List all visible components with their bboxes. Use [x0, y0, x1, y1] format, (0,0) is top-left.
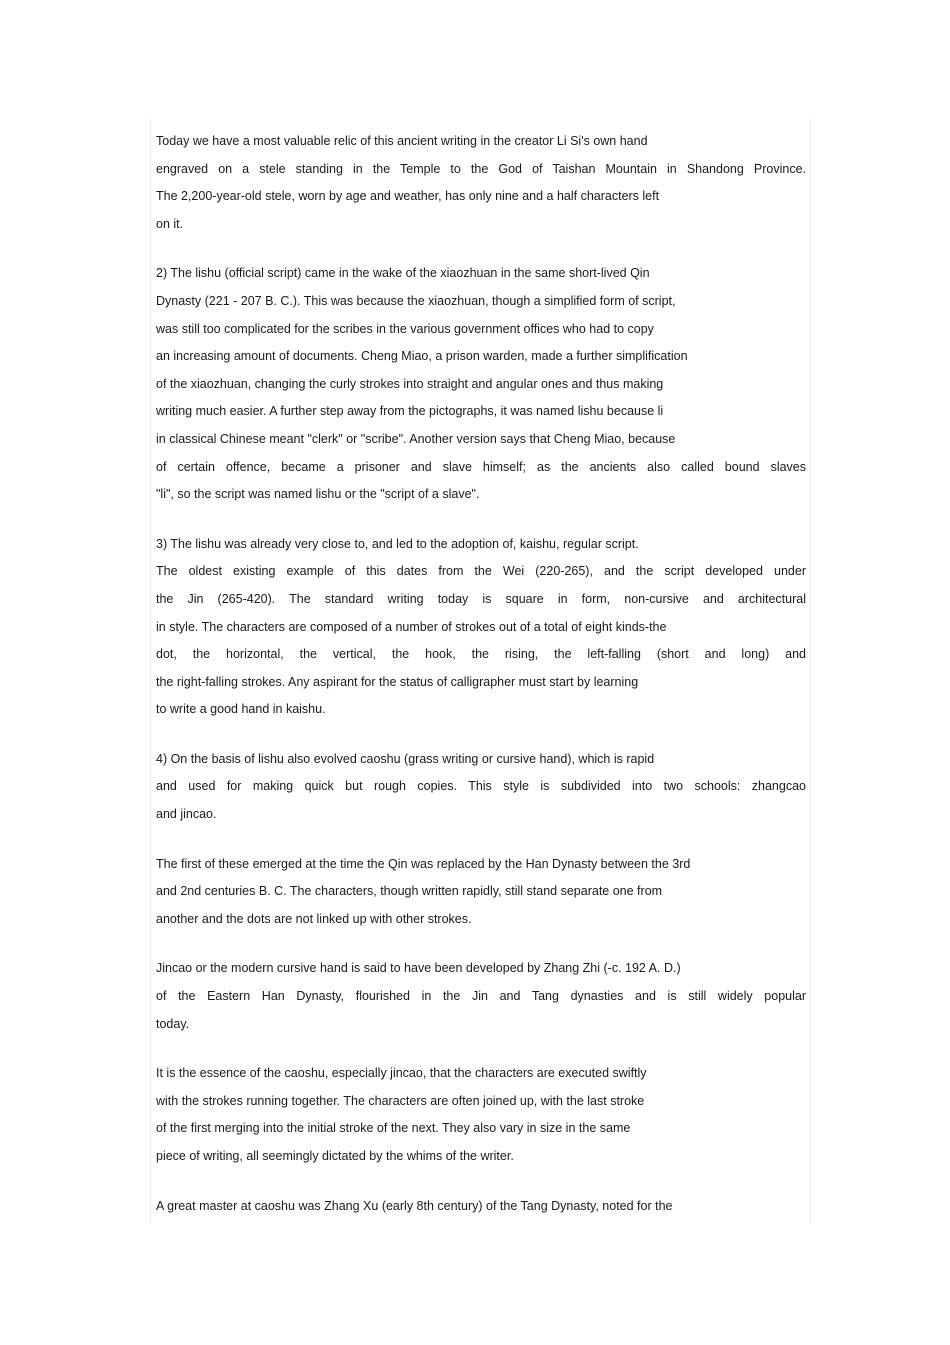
- paragraph: [156, 128, 806, 238]
- text-line: 3) The lishu was already very close to, and led to the adoption of, kaishu, regular script.: [156, 536, 639, 551]
- page-border-left: [150, 118, 151, 1223]
- text-line: The first of these emerged at the time the Qin was replaced by the Han Dynasty between the 3rd: [156, 856, 691, 871]
- text-line: the right-falling strokes. Any aspirant for the status of calligrapher must start by learning: [156, 674, 639, 689]
- text-line: in style. The characters are composed of a number of strokes out of a total of eight kinds-the: [156, 619, 667, 634]
- paragraph: [156, 746, 806, 829]
- text-line: of the Eastern Han Dynasty, flourished in the Jin and Tang dynasties and is still widely popular: [156, 989, 806, 1004]
- text-line: piece of writing, all seemingly dictated by the whims of the writer.: [156, 1149, 514, 1163]
- text-line: today.: [156, 1016, 190, 1031]
- text-line: with the strokes running together. The characters are often joined up, with the last stroke: [156, 1093, 645, 1108]
- text-line: writing much easier. A further step away from the pictographs, it was named lishu because li: [156, 404, 664, 419]
- text-line: another and the dots are not linked up with other strokes.: [156, 911, 472, 926]
- text-line: Dynasty (221 - 207 B. C.). This was because the xiaozhuan, though a simplified form of script,: [156, 293, 676, 308]
- text-line: Jincao or the modern cursive hand is said to have been developed by Zhang Zhi (-c. 192 A. D.): [156, 961, 681, 976]
- paragraph: [156, 851, 806, 934]
- paragraph: [156, 531, 806, 724]
- text-line: Today we have a most valuable relic of this ancient writing in the creator Li Si's own hand: [156, 134, 648, 148]
- paragraph: [156, 1060, 806, 1170]
- text-line: The 2,200-year-old stele, worn by age and weather, has only nine and a half characters left: [156, 189, 660, 204]
- text-line: "li", so the script was named lishu or the "script of a slave".: [156, 487, 480, 502]
- text-line: 2) The lishu (official script) came in the wake of the xiaozhuan in the same short-lived Qin: [156, 266, 650, 281]
- text-line: of the xiaozhuan, changing the curly strokes into straight and angular ones and thus making: [156, 376, 664, 391]
- text-line: A great master at caoshu was Zhang Xu (early 8th century) of the Tang Dynasty, noted for the: [156, 1198, 673, 1213]
- paragraph: [156, 955, 806, 1038]
- text-line: and used for making quick but rough copies. This style is subdivided into two schools: zhangcao: [156, 779, 806, 794]
- text-line: on it.: [156, 216, 184, 231]
- text-line: and jincao.: [156, 807, 217, 822]
- text-line: of the first merging into the initial stroke of the next. They also vary in size in the same: [156, 1121, 631, 1136]
- body-text: [156, 128, 806, 1242]
- text-line: of certain offence, became a prisoner and slave himself; as the ancients also called bound slaves: [156, 459, 806, 474]
- text-line: engraved on a stele standing in the Temple to the God of Taishan Mountain in Shandong Province.: [156, 161, 806, 176]
- text-line: and 2nd centuries B. C. The characters, though written rapidly, still stand separate one from: [156, 884, 663, 899]
- text-line: 4) On the basis of lishu also evolved caoshu (grass writing or cursive hand), which is rapid: [156, 751, 655, 766]
- text-line: to write a good hand in kaishu.: [156, 702, 326, 717]
- text-line: an increasing amount of documents. Cheng Miao, a prison warden, made a further simplification: [156, 349, 688, 364]
- text-line: The oldest existing example of this dates from the Wei (220-265), and the script developed under: [156, 564, 806, 579]
- paragraph: [156, 1193, 806, 1221]
- text-line: the Jin (265-420). The standard writing today is square in form, non-cursive and architectural: [156, 591, 806, 606]
- text-line: in classical Chinese meant "clerk" or "scribe". Another version says that Cheng Miao, because: [156, 431, 676, 446]
- text-line: was still too complicated for the scribes in the various government offices who had to copy: [156, 321, 654, 336]
- paragraph: [156, 260, 806, 508]
- text-line: It is the essence of the caoshu, especially jincao, that the characters are executed swiftly: [156, 1066, 647, 1081]
- text-line: dot, the horizontal, the vertical, the hook, the rising, the left-falling (short and long) and: [156, 647, 806, 662]
- page-border-right: [810, 118, 811, 1223]
